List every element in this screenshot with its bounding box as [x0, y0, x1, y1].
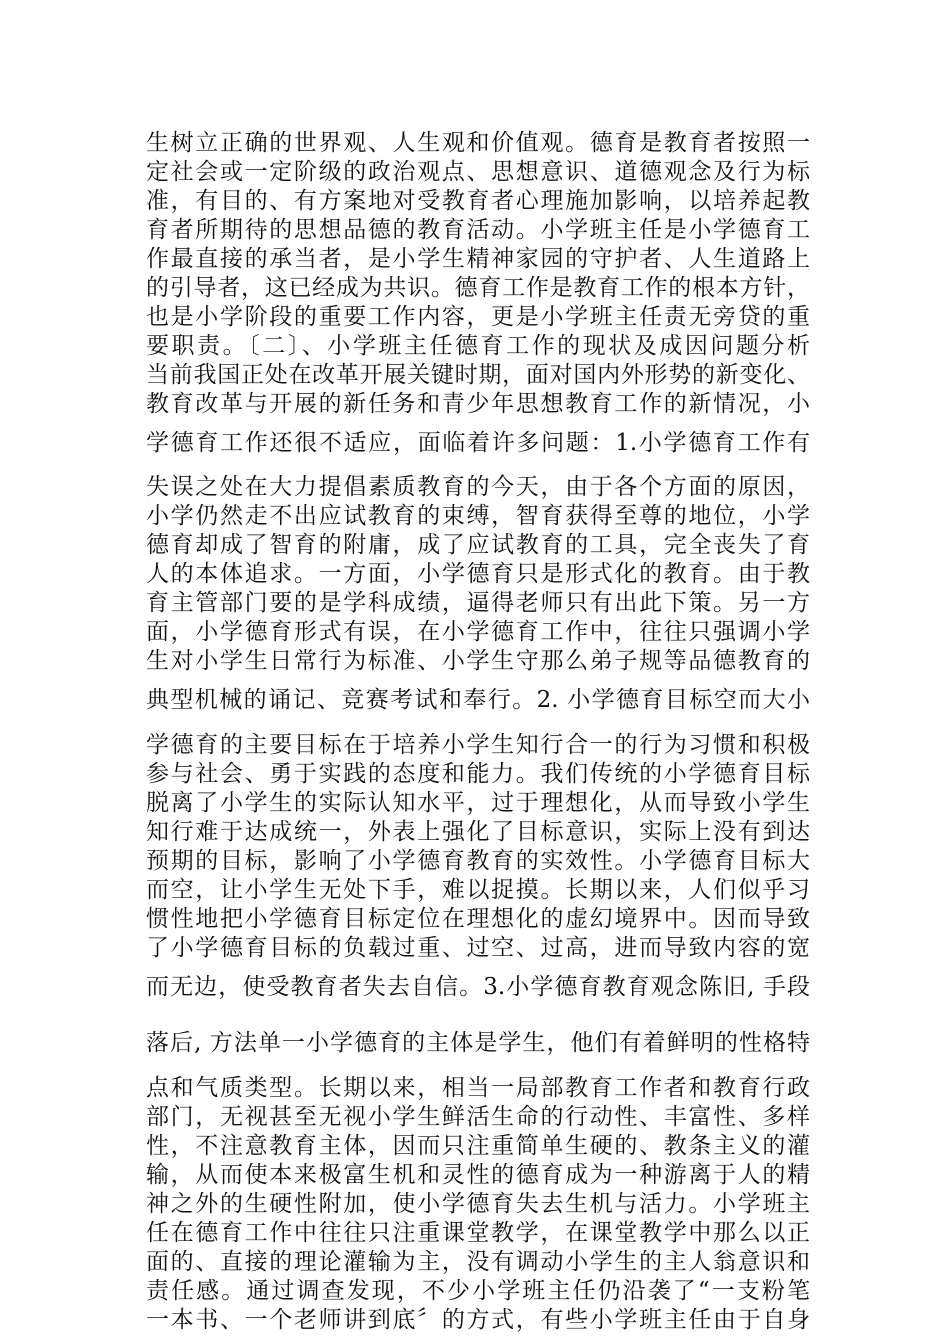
text-line: 学德育工作还很不适应，面临着许多问题：1.小学德育工作有 — [146, 430, 810, 456]
text-line: 面，小学德育形式有误，在小学德育工作中，往往只强调小学 — [146, 619, 810, 645]
text-line: 德育却成了智育的附庸，成了应试教育的工具，完全丧失了育 — [146, 532, 810, 558]
text-line: 预期的目标，影响了小学德育教育的实效性。小学德育目标大 — [146, 848, 810, 874]
text-line: 任在德育工作中往往只注重课堂教学，在课堂教学中那么以正 — [146, 1220, 810, 1246]
text-line: 典型机械的诵记、竞赛考试和奉行。2. 小学德育目标空而大小 — [146, 687, 810, 713]
text-line: 的引导者，这已经成为共识。德育工作是教育工作的根本方针， — [146, 275, 810, 301]
text-line: 落后, 方法单一小学德育的主体是学生，他们有着鲜明的性格特 — [146, 1030, 810, 1056]
text-line: 部门，无视甚至无视小学生鲜活生命的行动性、丰富性、多样 — [146, 1104, 810, 1130]
text-line: 输，从而使本来极富生机和灵性的德育成为一种游离于人的精 — [146, 1162, 810, 1188]
text-line: 性，不注意教育主体，因而只注重简单生硬的、教条主义的灌 — [146, 1133, 810, 1159]
text-line: 而空，让小学生无处下手，难以捉摸。长期以来，人们似乎习 — [146, 877, 810, 903]
text-line: 育者所期待的思想品德的教育活动。小学班主任是小学德育工 — [146, 217, 810, 243]
text-line: 失误之处在大力提倡素质教育的今天，由于各个方面的原因， — [146, 474, 810, 500]
text-line: 也是小学阶段的重要工作内容，更是小学班主任责无旁贷的重 — [146, 304, 810, 330]
text-line: 定社会或一定阶级的政治观点、思想意识、道德观念及行为标 — [146, 159, 810, 185]
text-line: 学德育的主要目标在于培养小学生知行合一的行为习惯和积极 — [146, 732, 810, 758]
text-line: 小学仍然走不出应试教育的束缚，智育获得至尊的地位，小学 — [146, 503, 810, 529]
text-line: 准，有目的、有方案地对受教育者心理施加影响，以培养起教 — [146, 188, 810, 214]
text-line: 神之外的生硬性附加，使小学德育失去生机与活力。小学班主 — [146, 1191, 810, 1217]
text-line: 一本书、一个老师讲到底〞的方式，有些小学班主任由于自身 — [146, 1307, 810, 1333]
text-line: 人的本体追求。一方面，小学德育只是形式化的教育。由于教 — [146, 561, 810, 587]
text-line: 教育改革与开展的新任务和青少年思想教育工作的新情况，小 — [146, 391, 810, 417]
text-line: 参与社会、勇于实践的态度和能力。我们传统的小学德育目标 — [146, 761, 810, 787]
text-line: 脱离了小学生的实际认知水平，过于理想化，从而导致小学生 — [146, 790, 810, 816]
text-line: 点和气质类型。长期以来，相当一局部教育工作者和教育行政 — [146, 1075, 810, 1101]
text-line: 当前我国正处在改革开展关键时期，面对国内外形势的新变化、 — [146, 362, 810, 388]
text-line: 作最直接的承当者，是小学生精神家园的守护者、人生道路上 — [146, 246, 810, 272]
text-line: 责任感。通过调查发现，不少小学班主任仍沿袭了“一支粉笔 — [146, 1278, 810, 1304]
text-line: 生对小学生日常行为标准、小学生守那么弟子规等品德教育的 — [146, 648, 810, 674]
text-line: 生树立正确的世界观、人生观和价值观。德育是教育者按照一 — [146, 130, 810, 156]
text-line: 育主管部门要的是学科成绩，逼得老师只有出此下策。另一方 — [146, 590, 810, 616]
text-line: 要职责。〔二〕、小学班主任德育工作的现状及成因问题分析 — [146, 333, 810, 359]
text-line: 而无边，使受教育者失去自信。3.小学德育教育观念陈旧, 手段 — [146, 974, 810, 1000]
text-line: 面的、直接的理论灌输为主，没有调动小学生的主人翁意识和 — [146, 1249, 810, 1275]
text-line: 知行难于达成统一，外表上强化了目标意识，实际上没有到达 — [146, 819, 810, 845]
text-line: 了小学德育目标的负载过重、过空、过高，进而导致内容的宽 — [146, 935, 810, 961]
text-line: 惯性地把小学德育目标定位在理想化的虚幻境界中。因而导致 — [146, 906, 810, 932]
